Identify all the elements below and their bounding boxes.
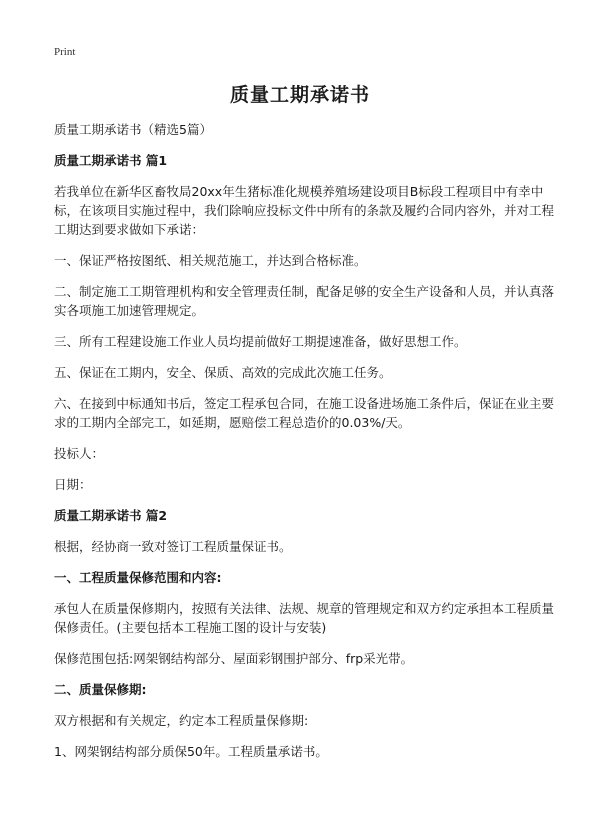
section2-sub1-text: 承包人在质量保修期内，按照有关法律、法规、规章的管理规定和双方约定承担本工程质量保修责任。(主要包括本工程施工图的设计与安装) — [54, 601, 555, 635]
bidder-label: 投标人： — [54, 446, 105, 461]
section-heading-1: 质量工期承诺书 篇1 — [54, 153, 168, 168]
print-label: Print — [54, 46, 76, 58]
date-label: 日期： — [54, 477, 92, 492]
section1-item-6: 六、在接到中标通知书后，签定工程承包合同，在施工设备进场施工条件后，保证在业主要求的工期内全部完工，如延期，愿赔偿工程总造价的0.03%/天。 — [54, 396, 555, 430]
section1-item-3: 三、所有工程建设施工作业人员均提前做好工期提速准备，做好思想工作。 — [54, 334, 467, 349]
section1-item-5: 五、保证在工期内，安全、保质、高效的完成此次施工任务。 — [54, 365, 392, 380]
section1-item-1: 一、保证严格按图纸、相关规范施工，并达到合格标准。 — [54, 253, 367, 268]
document-body — [54, 120, 554, 773]
section-heading-2: 质量工期承诺书 篇2 — [54, 508, 168, 523]
section2-sub2-text: 双方根据和有关规定，约定本工程质量保修期: — [54, 713, 309, 728]
section2-subheading-2: 二、质量保修期: — [54, 682, 147, 697]
section2-intro: 根据，经协商一致对签订工程质量保证书。 — [54, 539, 292, 554]
document-title: 质量工期承诺书 — [229, 84, 370, 106]
document-subtitle: 质量工期承诺书（精选5篇） — [54, 122, 212, 137]
section1-item-2: 二、制定施工工期管理机构和安全管理责任制，配备足够的安全生产设备和人员，并认真落实各项施工加速管理规定。 — [54, 284, 555, 318]
section2-sub2-item-1: 1、网架钢结构部分质保50年。工程质量承诺书。 — [54, 744, 328, 759]
section1-intro: 若我单位在新华区畜牧局20xx年生猪标准化规模养殖场建设项目B标段工程项目中有幸中标，在该项目实施过程中，我们除响应投标文件中所有的条款及履约合同内容外，并对工程工期达到要求做如下承诺： — [54, 184, 555, 237]
section2-sub1-scope: 保修范围包括:网架钢结构部分、屋面彩钢围护部分、frp采光带。 — [54, 651, 414, 666]
section2-subheading-1: 一、工程质量保修范围和内容: — [54, 570, 222, 585]
